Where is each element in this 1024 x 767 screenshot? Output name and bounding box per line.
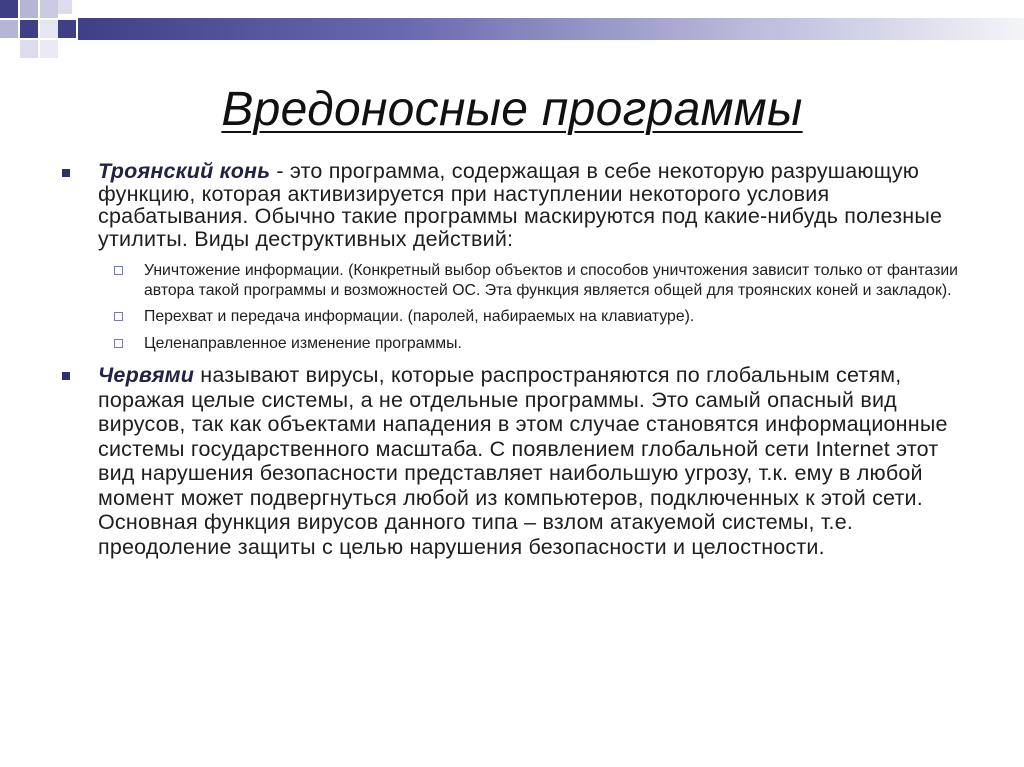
slide-title: Вредоносные программы (221, 83, 803, 136)
corner-decoration (0, 0, 80, 60)
decor-square (20, 40, 38, 58)
bullet-term: Червями (98, 363, 195, 387)
hollow-square-bullet-icon (114, 312, 123, 321)
sub-item (144, 307, 978, 327)
bullet-trojan (58, 160, 978, 250)
filled-square-bullet-icon (62, 372, 70, 380)
sub-item (144, 334, 978, 354)
bullet-text: - это программа, содержащая в себе некоторую разрушающую функцию, которая активизируется при наступлении некоторого условия срабатывания. Обычно такие программы маскируются под какие-нибудь полезные утилиты. Виды деструктивных действий: (98, 159, 943, 251)
decor-square (20, 0, 38, 18)
decor-square (20, 20, 38, 38)
sub-item-text: Целенаправленное изменение программы. (144, 334, 462, 352)
sub-list (58, 261, 978, 353)
decor-square (58, 0, 72, 14)
sub-item-text: Уничтожение информации. (Конкретный выбор объектов и способов уничтожения зависит только от фантазии автора такой программы и возможностей ОС. Эта функция является общей для троянских коней и закладок). (144, 262, 959, 299)
sub-item-text: Перехват и передача информации. (паролей, набираемых на клавиатуре). (144, 308, 695, 325)
hollow-square-bullet-icon (114, 339, 123, 348)
decor-square (40, 0, 58, 18)
slide-body (58, 160, 978, 559)
filled-square-bullet-icon (62, 169, 70, 177)
decor-square (0, 20, 18, 38)
bullet-text: называют вирусы, которые распространяются по глобальным сетям, поражая целые системы, а не отдельные программы. Это самый опасный вид вирусов, так как объектами нападения в этом случае становятся информационные системы государственного масштаба. С появлением глобальной сети Internet этот вид нарушения безопасности представляет наибольшую угрозу, т.к. ему в любой момент может подвергнуться любой из компьютеров, подключенных к этой сети. Основная функция вирусов данного типа – взлом атакуемой системы, т.е. преодоление защиты с целью нарушения безопасности и целостности. (98, 363, 948, 559)
decor-square (58, 20, 76, 38)
decor-square (40, 40, 58, 58)
header-gradient-bar (78, 18, 1024, 40)
hollow-square-bullet-icon (114, 266, 123, 275)
decor-square (40, 20, 58, 38)
decor-square (0, 0, 18, 18)
bullet-term: Троянский конь (98, 159, 271, 183)
bullet-worms (58, 363, 978, 559)
sub-item (144, 261, 978, 300)
